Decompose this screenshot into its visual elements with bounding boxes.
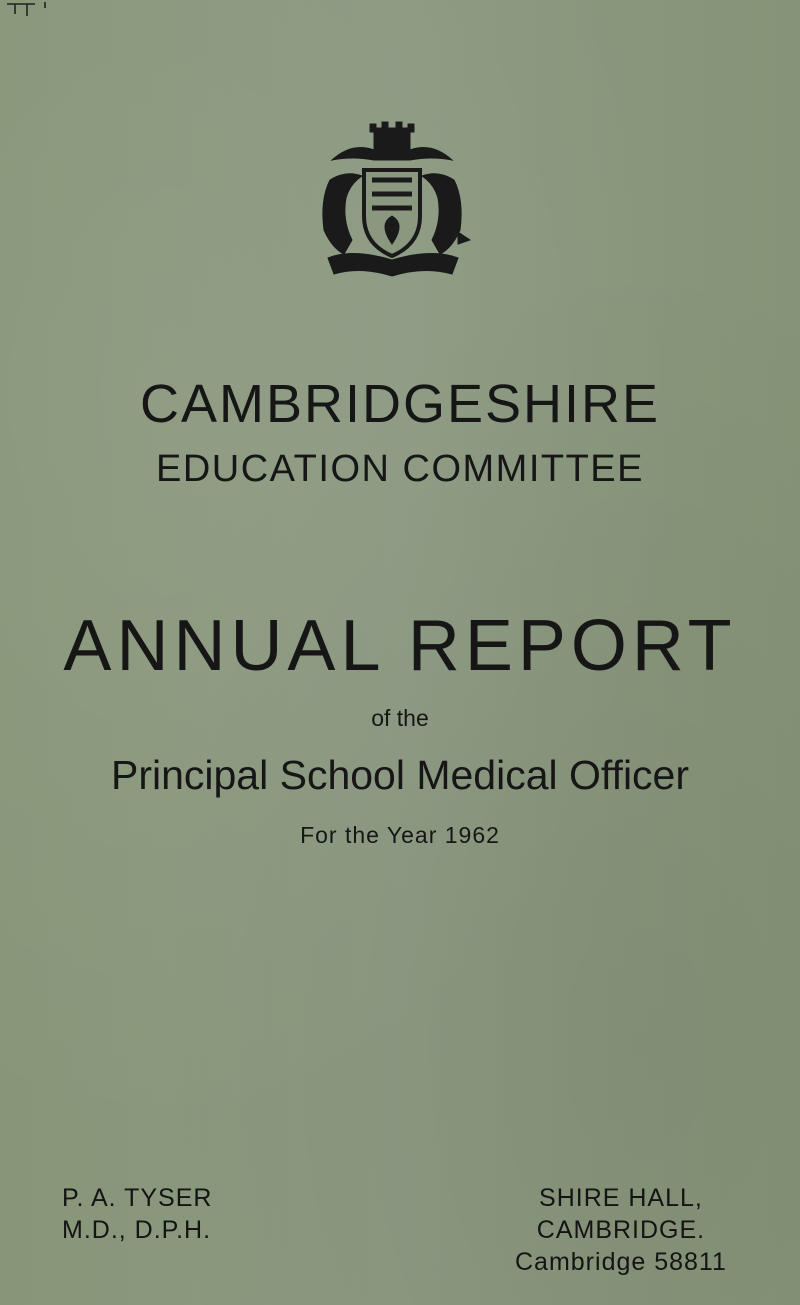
coat-of-arms-icon: [312, 120, 472, 280]
address-line-2: CAMBRIDGE.: [536, 1216, 706, 1244]
address-block: [515, 1182, 727, 1278]
author-block: [62, 1182, 212, 1246]
address-phone: Cambridge 58811: [515, 1248, 727, 1276]
report-year: For the Year 1962: [300, 822, 500, 848]
county-title: CAMBRIDGESHIRE: [139, 374, 661, 434]
pencil-mark: [5, 0, 95, 20]
committee-title: EDUCATION COMMITTEE: [155, 448, 644, 490]
author-name: P. A. TYSER: [62, 1184, 213, 1212]
officer-title: Principal School Medical Officer: [110, 752, 690, 798]
report-title: ANNUAL REPORT: [63, 606, 737, 686]
of-the-text: of the: [371, 705, 429, 731]
address-line-1: SHIRE HALL,: [539, 1184, 703, 1212]
author-qualifications: M.D., D.P.H.: [62, 1216, 212, 1244]
